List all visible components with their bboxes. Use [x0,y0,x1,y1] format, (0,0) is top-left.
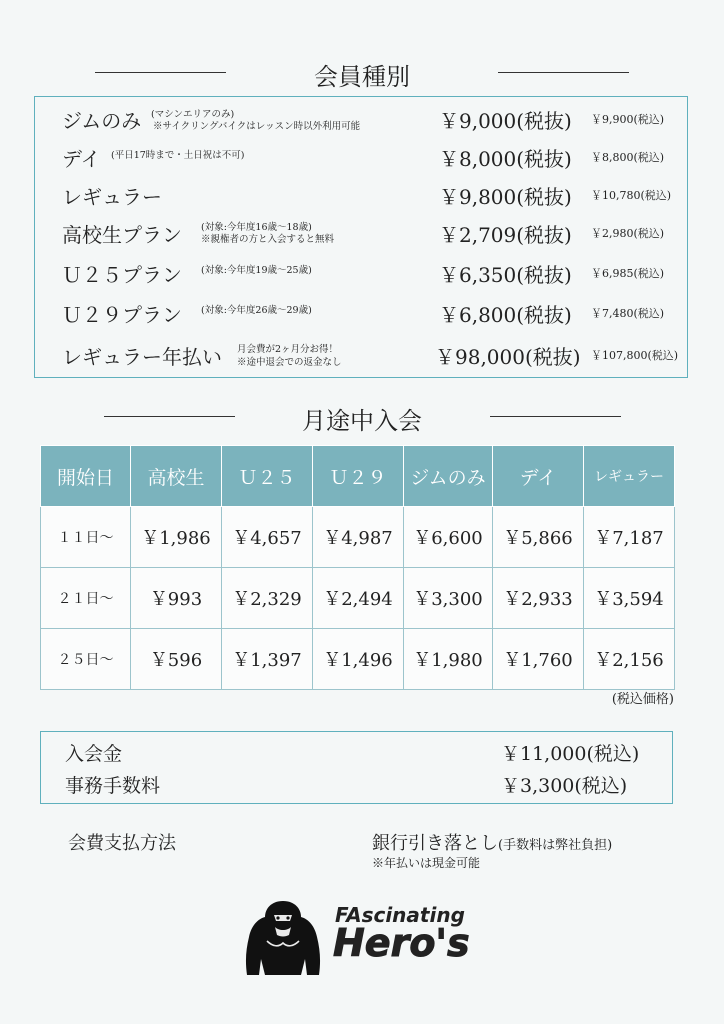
annual-cash-note: ※年払いは現金可能 [372,856,481,870]
tax-included-note: (税込価格) [611,692,674,707]
admin-fee-value: ￥3,300(税込) [501,775,628,797]
plan-note-sub: ※サイクリングバイクはレッスン時以外利用可能 [153,121,361,132]
payment-method-label: 会費支払方法 [68,833,176,854]
membership-plans-box [34,96,688,378]
plan-price: ￥6,800(税抜) [439,303,572,327]
table-cell: ￥2,933 [493,568,584,629]
row-start-day: １１日～ [41,507,131,568]
gorilla-icon [243,897,323,979]
payment-method-value [372,829,612,855]
fees-box [40,731,673,804]
plan-price-tax: ￥10,780(税込) [591,189,672,202]
table-cell: ￥1,980 [404,629,493,690]
table-row [41,507,675,568]
plan-name: レギュラー年払い [62,345,222,369]
table-header-row [41,446,675,507]
table-cell: ￥6,600 [404,507,493,568]
admin-fee-label: 事務手数料 [65,775,161,797]
table-cell: ￥2,156 [584,629,675,690]
plan-note-sub: ※親権者の方と入会すると無料 [201,234,335,245]
midmonth-table [40,445,675,690]
plan-price: ￥98,000(税抜) [435,345,581,369]
plan-note: (平日17時まで・土日祝は不可) [111,150,245,161]
table-cell: ￥2,329 [222,568,313,629]
brand-logo [243,897,483,979]
plan-note-sub: ※途中退会での返金なし [237,357,342,368]
midmonth-title: 月途中入会 [302,407,422,435]
plan-name: ジムのみ [62,109,142,133]
plan-price: ￥8,000(税抜) [439,147,572,171]
row-start-day: ２５日～ [41,629,131,690]
table-cell: ￥1,397 [222,629,313,690]
plan-price: ￥2,709(税抜) [439,223,572,247]
table-cell: ￥2,494 [313,568,404,629]
header-highschool: 高校生 [131,446,222,507]
table-cell: ￥5,866 [493,507,584,568]
table-row [41,629,675,690]
plan-name: Ｕ２５プラン [62,263,182,287]
plan-note: (対象:今年度16歳～18歳) [201,222,312,233]
plan-price-tax: ￥2,980(税込) [591,227,665,240]
plan-note: 月会費が2ヶ月分お得！ [237,344,339,355]
table-cell: ￥1,760 [493,629,584,690]
header-u25: Ｕ２５ [222,446,313,507]
plan-price-tax: ￥107,800(税込) [591,349,679,362]
header-start-day: 開始日 [41,446,131,507]
table-row [41,568,675,629]
table-cell: ￥1,986 [131,507,222,568]
payment-method-text: 銀行引き落とし [372,833,498,854]
table-cell: ￥3,300 [404,568,493,629]
logo-text-fascinating: FAscinating [335,903,465,927]
plan-price: ￥9,800(税抜) [439,185,572,209]
title-rule-right [498,72,629,73]
enrollment-fee-value: ￥11,000(税込) [501,743,640,765]
plan-name: レギュラー [62,185,162,209]
table-cell: ￥4,987 [313,507,404,568]
table-cell: ￥7,187 [584,507,675,568]
plan-note: (対象:今年度26歳～29歳) [201,305,312,316]
plan-price-tax: ￥6,985(税込) [591,267,665,280]
payment-method-note: (手数料は弊社負担) [498,838,613,853]
membership-title: 会員種別 [314,63,410,91]
plan-name: Ｕ２９プラン [62,303,182,327]
header-day: デイ [493,446,584,507]
title-rule-right [490,416,621,417]
table-cell: ￥596 [131,629,222,690]
table-cell: ￥3,594 [584,568,675,629]
plan-price-tax: ￥9,900(税込) [591,113,665,126]
enrollment-fee-label: 入会金 [65,743,123,765]
logo-text-heros: Hero's [333,921,470,965]
plan-price: ￥6,350(税抜) [439,263,572,287]
row-start-day: ２１日～ [41,568,131,629]
table-cell: ￥993 [131,568,222,629]
plan-note: (対象:今年度19歳～25歳) [201,265,312,276]
table-cell: ￥1,496 [313,629,404,690]
plan-price-tax: ￥7,480(税込) [591,307,665,320]
header-regular: レギュラー [584,446,675,507]
header-gym-only: ジムのみ [404,446,493,507]
plan-note: (マシンエリアのみ) [151,109,235,120]
table-cell: ￥4,657 [222,507,313,568]
header-u29: Ｕ２９ [313,446,404,507]
plan-name: デイ [62,147,101,171]
plan-name: 高校生プラン [62,223,182,247]
plan-price: ￥9,000(税抜) [439,109,572,133]
plan-price-tax: ￥8,800(税込) [591,151,665,164]
